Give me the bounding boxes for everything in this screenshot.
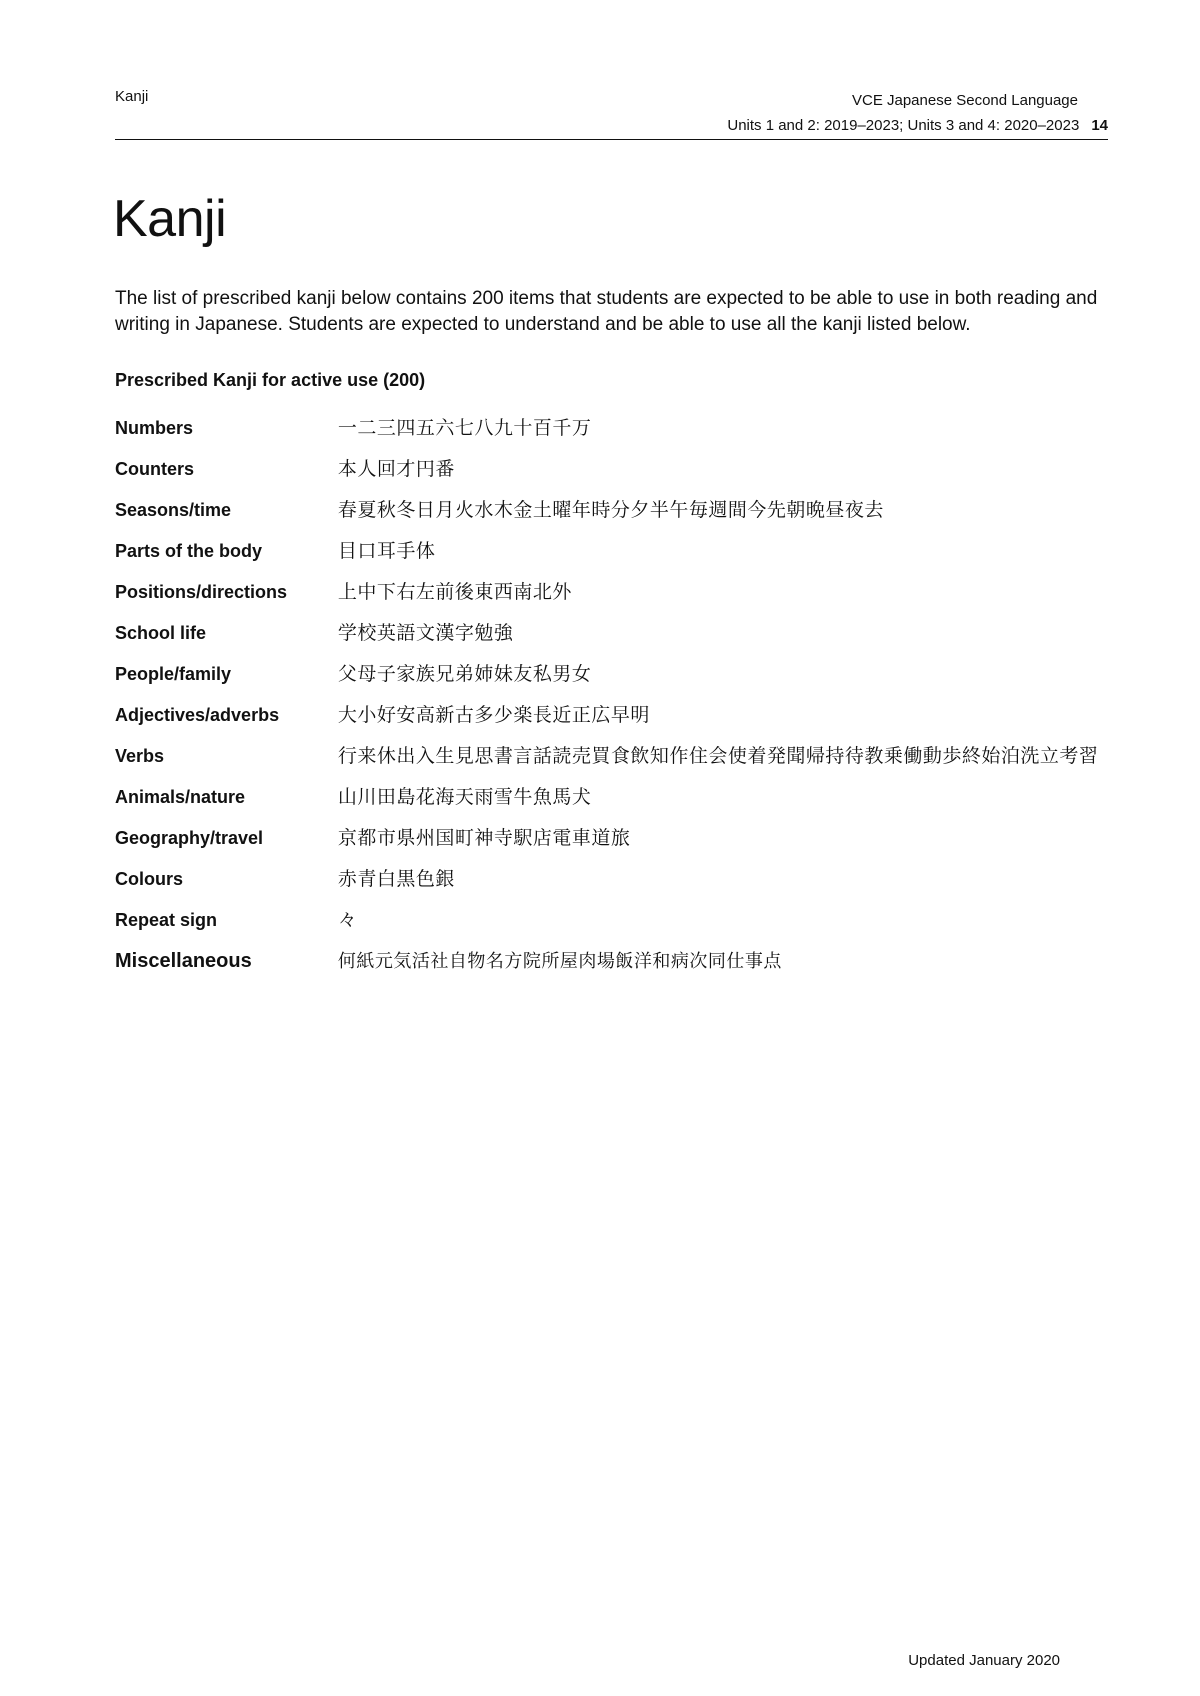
kanji-list: 目口耳手体 xyxy=(337,540,436,562)
table-row xyxy=(115,908,1115,949)
kanji-list: 春夏秋冬日月火水木金土曜年時分夕半午毎週間今先朝晩昼夜去 xyxy=(337,499,884,521)
table-row xyxy=(115,580,1115,621)
table-row xyxy=(115,498,1115,539)
kanji-list: 上中下右左前後東西南北外 xyxy=(337,581,572,603)
category-label: Positions/directions xyxy=(115,582,288,602)
page-title: Kanji xyxy=(113,190,227,248)
table-row xyxy=(115,949,1115,990)
table-row xyxy=(115,416,1115,457)
kanji-list: 本人回才円番 xyxy=(337,458,455,480)
kanji-list: 山川田島花海天雨雪牛魚馬犬 xyxy=(337,786,592,808)
category-label: Repeat sign xyxy=(115,910,218,930)
table-row xyxy=(115,703,1115,744)
table-row xyxy=(115,744,1115,785)
kanji-list: 行来休出入生見思書言話読売買食飲知作住会使着発聞帰持待教乗働動歩終始泊洗立考習 xyxy=(337,745,1099,767)
header-section-label: Kanji xyxy=(115,88,149,105)
table-row xyxy=(115,621,1115,662)
table-row xyxy=(115,539,1115,580)
units-dates: Units 1 and 2: 2019–2023; Units 3 and 4: 2020–2023 xyxy=(727,117,1080,134)
table-row xyxy=(115,826,1115,867)
intro-paragraph: The list of prescribed kanji below contains 200 items that students are expected to be able to use in both reading and writing in Japanese. Students are expected to understand and be able to use all the kanji listed below. xyxy=(115,288,1098,335)
category-label: Adjectives/adverbs xyxy=(115,705,280,725)
category-label: Colours xyxy=(115,869,184,889)
kanji-list: 大小好安高新古多少楽長近正広早明 xyxy=(337,704,650,726)
category-label: School life xyxy=(115,623,207,643)
kanji-list: 赤青白黒色銀 xyxy=(337,868,455,890)
category-label: Verbs xyxy=(115,746,165,766)
category-label: Parts of the body xyxy=(115,541,263,561)
prescribed-kanji-heading: Prescribed Kanji for active use (200) xyxy=(115,370,426,390)
study-design-title: VCE Japanese Second Language xyxy=(851,92,1078,109)
kanji-list: 京都市県州国町神寺駅店電車道旅 xyxy=(337,827,631,849)
kanji-list: 父母子家族兄弟姉妹友私男女 xyxy=(337,663,592,685)
updated-date: Updated January 2020 xyxy=(908,1652,1060,1669)
kanji-list: 一二三四五六七八九十百千万 xyxy=(337,417,592,439)
category-label: People/family xyxy=(115,664,232,684)
kanji-list: 何紙元気活社自物名方院所屋肉場飯洋和病次同仕事点 xyxy=(337,951,782,972)
table-row xyxy=(115,785,1115,826)
header-right xyxy=(727,88,1108,138)
category-label: Miscellaneous xyxy=(115,950,252,972)
kanji-list: 学校英語文漢字勉強 xyxy=(337,622,514,644)
category-label: Geography/travel xyxy=(115,828,264,848)
header-units-line xyxy=(727,113,1108,138)
header-divider xyxy=(115,139,1108,140)
category-label: Animals/nature xyxy=(115,787,246,807)
table-row xyxy=(115,867,1115,908)
category-label: Seasons/time xyxy=(115,500,232,520)
kanji-table xyxy=(115,416,1115,990)
page-number: 14 xyxy=(1091,117,1108,134)
table-row xyxy=(115,457,1115,498)
kanji-list: 々 xyxy=(337,909,358,931)
category-label: Numbers xyxy=(115,418,194,438)
category-label: Counters xyxy=(115,459,195,479)
table-row xyxy=(115,662,1115,703)
